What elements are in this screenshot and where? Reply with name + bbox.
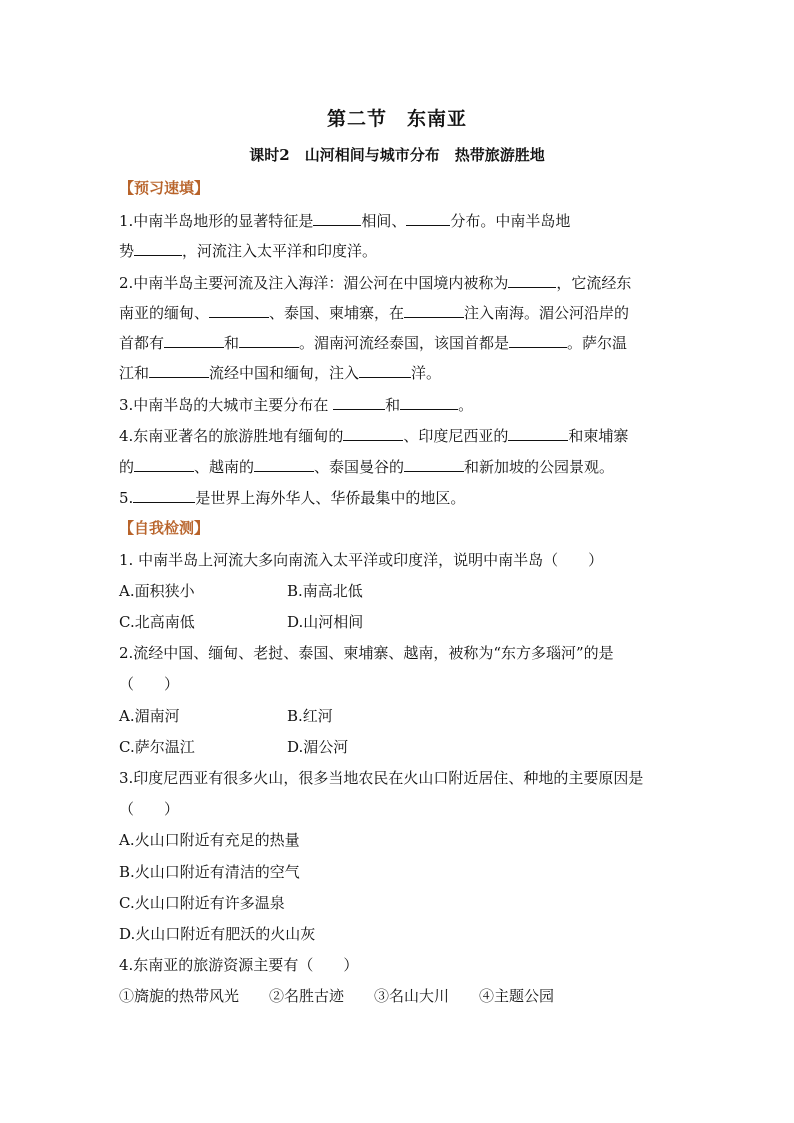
preview-q2-line2: 南亚的缅甸、 、泰国、柬埔寨，在 注入南海。湄公河沿岸的 [119,304,630,322]
answer-blank[interactable] [404,456,464,472]
answer-blank[interactable] [149,362,209,378]
answer-blank[interactable] [209,302,269,318]
preview-q2-line1: 2.中南半岛主要河流及注入海洋：湄公河在中国境内被称为 ，它流经东 [119,274,632,292]
option-d[interactable]: D.山河相间 [287,613,364,631]
check-q4-stem: 4.东南亚的旅游资源主要有（ ） [119,956,359,974]
lesson-subtitle: 课时2 山河相间与城市分布 热带旅游胜地 [249,146,545,164]
answer-blank[interactable] [508,272,556,288]
preview-q4-line2: 的 、越南的 、泰国曼谷的 和新加坡的公园景观。 [119,458,615,476]
check-section-header: 【自我检测】 [119,519,210,537]
answer-blank[interactable] [134,456,194,472]
option-a[interactable]: A.火山口附近有充足的热量 [119,831,300,849]
option-d[interactable]: D.湄公河 [287,738,349,756]
option-b[interactable]: B.红河 [287,707,333,725]
answer-blank[interactable] [406,210,450,226]
check-q4-items: ①旖旎的热带风光 ②名胜古迹 ③名山大川 ④主题公园 [119,987,555,1005]
answer-blank[interactable] [333,394,385,410]
option-c[interactable]: C.萨尔温江 [119,738,195,756]
page-title: 第二节 东南亚 [326,108,467,130]
preview-q1-line2: 势 ，河流注入太平洋和印度洋。 [119,242,378,260]
option-d[interactable]: D.火山口附近有肥沃的火山灰 [119,925,316,943]
answer-blank[interactable] [313,210,361,226]
answer-blank[interactable] [509,332,567,348]
preview-q3: 3.中南半岛的大城市主要分布在 和 。 [119,396,474,414]
answer-blank[interactable] [239,332,299,348]
option-b[interactable]: B.南高北低 [287,582,363,600]
answer-paren[interactable]: （ ） [119,675,180,693]
answer-blank[interactable] [343,425,403,441]
answer-blank[interactable] [134,240,182,256]
option-b[interactable]: B.火山口附近有清洁的空气 [119,863,300,881]
preview-q1-line1: 1.中南半岛地形的显著特征是 相间、 分布。中南半岛地 [119,212,571,230]
check-q1-stem: 1. 中南半岛上河流大多向南流入太平洋或印度洋，说明中南半岛（ ） [119,551,604,569]
option-a[interactable]: A.面积狭小 [119,582,195,600]
option-row [119,612,195,632]
option-row [119,581,195,601]
preview-q2-line4: 江和 流经中国和缅甸，注入 洋。 [119,364,442,382]
check-q3-stem: 3.印度尼西亚有很多火山，很多当地农民在火山口附近居住、种地的主要原因是 [119,769,644,787]
answer-blank[interactable] [133,487,195,503]
preview-q2-line3: 首都有 和 。湄南河流经泰国，该国首都是 。萨尔温 [119,334,628,352]
option-a[interactable]: A.湄南河 [119,707,180,725]
answer-paren[interactable]: （ ） [119,800,180,818]
answer-blank[interactable] [254,456,314,472]
answer-blank[interactable] [164,332,224,348]
answer-blank[interactable] [400,394,458,410]
option-c[interactable]: C.北高南低 [119,613,195,631]
answer-blank[interactable] [508,425,568,441]
option-c[interactable]: C.火山口附近有许多温泉 [119,894,285,912]
preview-q5: 5. 是世界上海外华人、华侨最集中的地区。 [119,489,466,507]
answer-blank[interactable] [404,302,464,318]
preview-q4-line1: 4.东南亚著名的旅游胜地有缅甸的 、印度尼西亚的 和柬埔寨 [119,427,629,445]
preview-section-header: 【预习速填】 [119,179,210,197]
check-q2-stem: 2.流经中国、缅甸、老挝、泰国、柬埔寨、越南，被称为“东方多瑙河”的是 [119,644,614,662]
answer-blank[interactable] [359,362,411,378]
